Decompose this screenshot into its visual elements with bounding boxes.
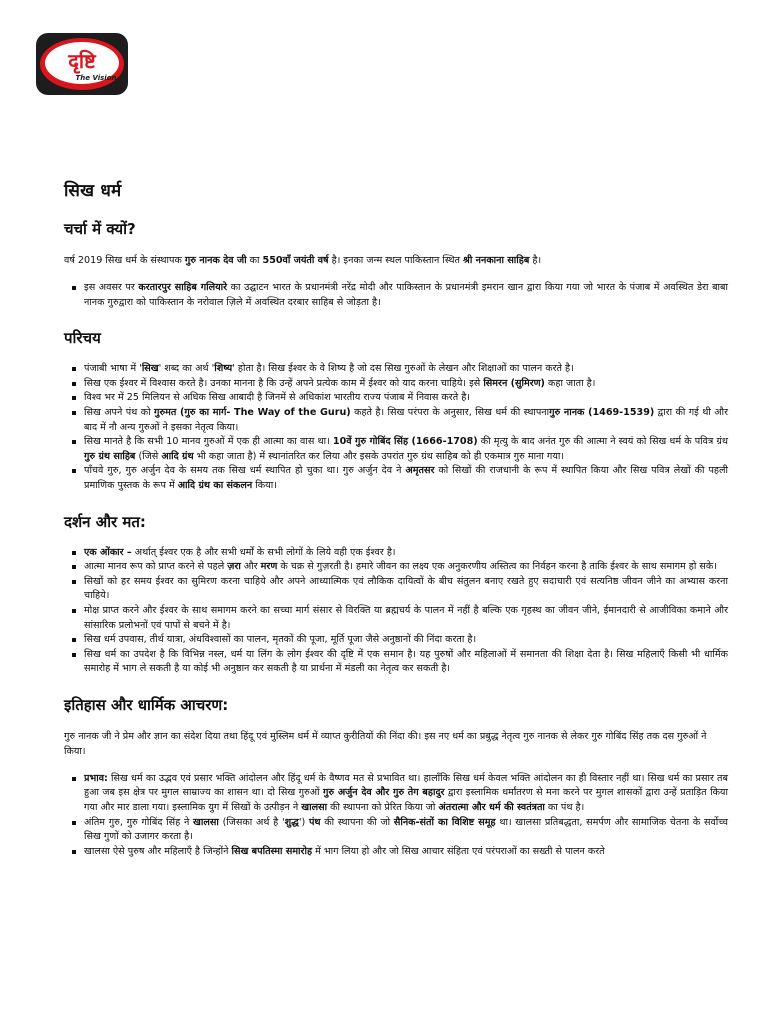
bold-text: गुरुमत (गुरु का मार्ग- The Way of the Guru) (153, 406, 351, 418)
text-run: ') (298, 816, 309, 828)
why-bullet-list (64, 281, 728, 310)
text-run: में भाग लिया हो और जो सिख आचार संहिता एवं परंपराओं का सख्ती से पालन करते (312, 845, 605, 857)
bold-text: करतारपुर साहिब गलियारे (138, 282, 228, 293)
text-run: भी कहा जाता है) में स्थानांतरित कर लिया और इसके उपरांत गुरु ग्रंथ साहिब को ही एकमात्र गुरु माना गया। (193, 450, 565, 462)
text-run: द्वारा इस्लामिक धर्मांतरण से मना करने पर मुगल शासकों द्वारा उन्हें प्रताड़ित किया गया और मार डाला गया। इस्लामिक युग में सिखों के उत्पीड़न ने (84, 787, 728, 814)
text-run: सिख धर्म उपवास, तीर्थ यात्रा, अंधविश्वासों का पालन, मृतकों की पूजा, मूर्ति पूजा जैसे अनुष्ठानों की निंदा करता है। (84, 634, 477, 646)
list-item (84, 816, 728, 845)
text-run: ' होता है। सिख ईश्वर के वे शिष्य है जो दस सिख गुरुओं के लेखन और शिक्षाओं का पालन करते है। (232, 363, 574, 375)
bold-text: शिष्य (214, 363, 233, 375)
text-run: खालसा ऐसे पुरुष और महिलाएँ है जिन्होंने (84, 845, 232, 857)
section-heading-why: चर्चा में क्यों? (64, 220, 136, 238)
text-run: सिखों को हर समय ईश्वर का सुमिरण करना चाहिये और अपने आध्यात्मिक एवं लौकिक दायित्वों के बीच संतुलन बनाए रखते हुए सदाचारी एवं सत्यनिष्ठ जीवन जीने का अभ्यास करना चाहिये। (84, 575, 728, 602)
text-run: के चक्र से गुज़रती है। हमारे जीवन का लक्ष्य एक अनुकरणीय अस्तित्व का निर्वहन करना है ताकि ईश्वर के साथ समागम हो सके। (277, 561, 717, 573)
bold-text: अंतरात्मा और धर्म की स्वतंत्रता (438, 802, 545, 814)
text-run: अंतिम गुरु, गुरु गोबिंद सिंह ने (84, 816, 194, 828)
text-run: सिख धर्म का उद्भव एवं प्रसार भक्ति आंदोलन और हिंदू धर्म के वैष्णव मत से प्रभावित था। हालाँकि सिख धर्म केवल भक्ति आंदोलन का ही विस्तार नहीं था। सिख धर्म का प्रसार तब हुआ जब इस क्षेत्र पर मुगल साम्राज्य का शासन था। दो सिख गुरुओं (84, 772, 728, 799)
list-item (84, 633, 728, 648)
text-run: कहते है। सिख परंपरा के अनुसार, सिख धर्म की स्थापना (350, 406, 550, 418)
list-item (84, 281, 728, 310)
list-item (84, 604, 728, 633)
bold-text: ज़रा (227, 561, 241, 573)
section-heading-history: इतिहास और धार्मिक आचरण: (64, 695, 229, 714)
list-item (84, 575, 728, 604)
bold-text: गुरु नानक देव जी (184, 255, 247, 266)
list-item (84, 406, 728, 435)
bold-text: 550वाँ जयंती वर्ष (262, 255, 329, 266)
text-run: सिख धर्म का उपदेश है कि विभिन्न नस्ल, धर्म या लिंग के लोग ईश्वर की दृष्टि में एक समान है। यह पुरुषों और महिलाओं में समानता की शिक्षा देता है। सिख महिलाएँ किसी भी धार्मिक समारोह में भाग ले सकती है या कोई भी अनुष्ठान कर सकती है या प्रार्थना में मंडली का नेतृत्व कर सकती है। (84, 648, 728, 675)
list-item (84, 845, 728, 860)
history-paragraph (64, 729, 728, 759)
bold-text: गुरु नानक (1469-1539) (549, 406, 655, 418)
bold-text: सिख (141, 363, 159, 375)
bold-text: शुद्ध (284, 816, 299, 828)
text-run: था। खालसा प्रतिबद्धता, समर्पण और सामाजिक चेतना के सर्वोच्च सिख गुणों को उजागर करता है। (84, 816, 728, 843)
logo-english-text: The Vision (75, 74, 117, 82)
section-heading-intro: परिचय (64, 329, 101, 348)
bold-text: आदि ग्रंथ का संकलन (177, 479, 253, 491)
list-item (84, 435, 728, 464)
bold-text: खालसा (193, 816, 219, 828)
list-item (84, 546, 728, 561)
logo-hindi-text: दृष्टि (68, 49, 96, 73)
text-run: आत्मा मानव रूप को प्राप्त करने से पहले (84, 561, 228, 573)
text-run: है। इनका जन्म स्थल पाकिस्तान स्थित (328, 255, 464, 266)
bold-text: 10वें गुरु गोबिंद सिंह (1666-1708) (332, 436, 478, 448)
list-item (84, 464, 728, 493)
history-bullet-list (64, 772, 728, 860)
bold-text: एक ओंकार – (84, 546, 132, 558)
section-heading-philosophy: दर्शन और मत: (64, 512, 146, 531)
text-run: मोक्ष प्राप्त करने और ईश्वर के साथ समागम करने का सच्चा मार्ग संसार से विरक्ति या ब्रह्मचर्य के पालन में नहीं है बल्कि एक गृहस्थ का जीवन जीने, ईमानदारी से आजीविका कमाने और सांसारिक प्रलोभनों एवं पापों से बचने में है। (84, 604, 728, 631)
bold-text: सैनिक-संतों का विशिष्ट समूह (393, 816, 496, 828)
list-item (84, 377, 728, 392)
text-run: ' शब्द का अर्थ ' (158, 363, 215, 375)
drishti-logo (36, 33, 128, 95)
philosophy-bullet-list (64, 546, 728, 677)
bold-text: अमृतसर (405, 465, 435, 477)
text-run: को सिखों की राजधानी के रूप में स्थापित किया और सिख पवित्र लेखों की पहली प्रमाणिक पुस्तक के रूप में (84, 465, 728, 491)
intro-bullet-list (64, 362, 728, 493)
bold-text: खालसा (301, 802, 328, 814)
bold-text: सिख बपतिस्मा समारोह (231, 845, 313, 857)
text-run: वर्ष 2019 सिख धर्म के संस्थापक (64, 255, 185, 266)
bold-text: प्रभाव: (84, 772, 108, 784)
text-run: अर्थात् ईश्वर एक है और सभी धर्मों के सभी लोगों के लिये वही एक ईश्वर है। (131, 546, 396, 558)
text-run: की मृत्यु के बाद अनंत गुरु की आत्मा ने स्वयं को सिख धर्म के पवित्र ग्रंथ (477, 436, 728, 448)
text-run: द्वारा की गई थी और बाद में नौ अन्य गुरुओं ने इसका नेतृत्व किया। (84, 406, 728, 433)
list-item (84, 391, 728, 406)
bold-text: मरण (260, 561, 278, 573)
text-run: की स्थापना को प्रेरित किया जो (327, 802, 439, 814)
text-run: पाँचवे गुरु, गुरु अर्जुन देव के समय तक सिख धर्म स्थापित हो चुका था। गुरु अर्जुन देव ने (84, 465, 406, 477)
intro-paragraph (64, 253, 728, 268)
text-run: किया। (252, 479, 277, 491)
text-run: का उद्घाटन भारत के प्रधानमंत्री नरेंद्र मोदी और पाकिस्तान के प्रधानमंत्री इमरान खान द्वारा किया गया जो भारत के पंजाब में अवस्थित डेरा बाबा नानक गुरुद्वारा को पाकिस्तान के नरोवाल ज़िले में अवस्थित दरबार साहिब से जोड़ता है। (84, 282, 728, 308)
text-run: सिख मानते है कि सभी 10 मानव गुरुओं में एक ही आत्मा का वास था। (84, 436, 333, 448)
bold-text: सिमरन (सुमिरण) (483, 377, 545, 389)
bold-text: श्री ननकाना साहिब (463, 255, 530, 266)
text-run: विश्व भर में 25 मिलियन से अधिक सिख आबादी है जिनमें से अधिकांश भारतीय राज्य पंजाब में निवास करते है। (84, 392, 470, 404)
text-run: पंजाबी भाषा में ' (84, 363, 142, 375)
list-item (84, 772, 728, 816)
text-run: है। (529, 255, 542, 266)
list-item (84, 648, 728, 677)
bold-text: आदि ग्रंथ (161, 450, 194, 462)
bold-text: गुरु अर्जुन देव और गुरु तेग बहादुर (322, 787, 445, 799)
text-run: गुरु नानक जी ने प्रेम और ज्ञान का संदेश दिया तथा हिंदू एवं मुस्लिम धर्म में व्याप्त कुरीतियों की निंदा की। इस नए धर्म का प्रबुद्ध नेतृत्व गुरु नानक से लेकर गुरु गोबिंद सिंह तक दस गुरुओं ने किया। (64, 730, 707, 757)
page-title: सिख धर्म (64, 181, 122, 201)
text-run: सिख एक ईश्वर में विश्वास करते है। उनका मानना है कि उन्हें अपने प्रत्येक काम में ईश्वर को याद करना चाहिये। इसे (84, 377, 484, 389)
text-run: और (240, 561, 261, 573)
list-item (84, 362, 728, 377)
text-run: का पंथ है। (544, 802, 585, 814)
text-run: का (246, 255, 263, 266)
list-item (84, 560, 728, 575)
text-run: (जिसका अर्थ है ' (218, 816, 285, 828)
text-run: कहा जाता है। (544, 377, 596, 389)
text-run: की स्थापना की जो (320, 816, 394, 828)
bold-text: पंथ (308, 816, 321, 828)
text-run: (जिसे (135, 450, 162, 462)
bold-text: गुरु ग्रंथ साहिब (84, 450, 136, 462)
text-run: सिख अपने पंथ को (84, 406, 154, 418)
text-run: इस अवसर पर (84, 282, 139, 293)
article (64, 178, 728, 859)
